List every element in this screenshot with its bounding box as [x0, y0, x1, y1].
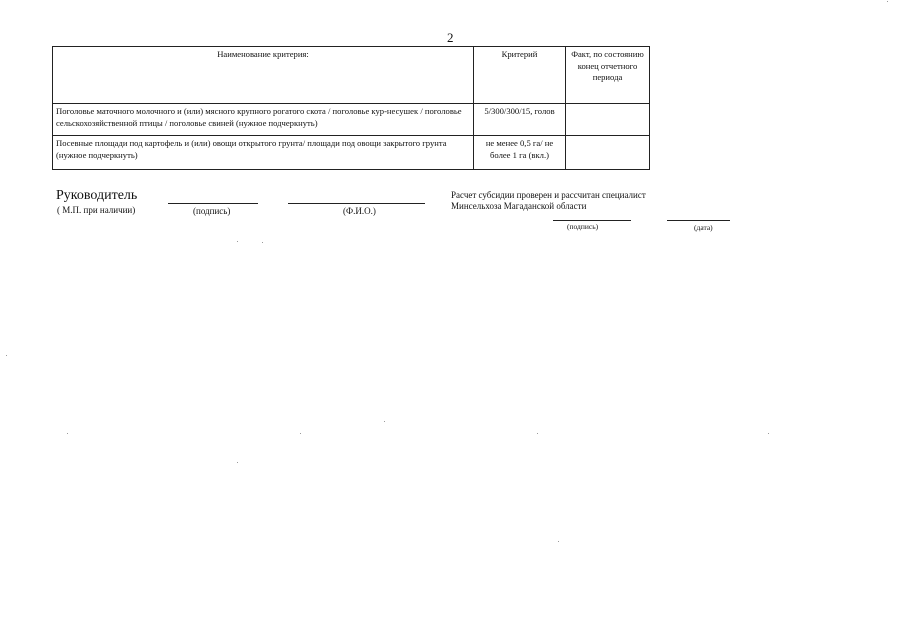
table-header-row: [53, 47, 650, 104]
table-row: [53, 104, 650, 136]
scan-speck: [537, 433, 538, 434]
row-name-cell: Посевные площади под картофель и (или) овощи открытого грунта/ площади под овощи закрытого грунта (нужное подчеркнуть): [53, 136, 474, 170]
header-criterion: Критерий: [474, 47, 566, 104]
scan-speck: [768, 433, 769, 434]
scan-speck: [384, 421, 385, 422]
signature-line: [168, 203, 258, 204]
scan-speck: [887, 1, 888, 2]
date-line: [667, 220, 730, 221]
header-fact: Факт, по состоянию конец отчетного периода: [566, 47, 650, 104]
scan-speck: [6, 355, 7, 356]
header-criterion-name: Наименование критерия:: [53, 47, 474, 104]
row-criterion-cell: 5/300/300/15, голов: [474, 104, 566, 136]
row-name-cell: Поголовье маточного молочного и (или) мясного крупного рогатого скота / поголовье кур-несушек / поголовье сельскохозяйственной птицы / поголовье свиней (нужное подчеркнуть): [53, 104, 474, 136]
row-fact-cell: [566, 136, 650, 170]
scan-speck: [262, 242, 263, 243]
scan-speck: [237, 241, 238, 242]
date-caption: (дата): [694, 223, 713, 232]
specialist-signature-caption: (подпись): [567, 222, 599, 231]
scan-speck: [300, 433, 301, 434]
scan-speck: [558, 541, 559, 542]
signature-caption: (подпись): [193, 206, 231, 216]
table-row: [53, 136, 650, 170]
director-title: Руководитель: [56, 188, 138, 203]
scan-speck: [237, 462, 238, 463]
page-number: 2: [447, 30, 454, 45]
name-line: [288, 203, 425, 204]
verification-text: Расчет субсидии проверен и рассчитан специалист Минсельхоза Магаданской области: [451, 190, 646, 211]
specialist-signature-line: [553, 220, 631, 221]
criteria-table: [52, 46, 650, 170]
row-criterion-cell: не менее 0,5 га/ не более 1 га (вкл.): [474, 136, 566, 170]
scan-speck: [67, 433, 68, 434]
row-fact-cell: [566, 104, 650, 136]
stamp-note: ( М.П. при наличии): [57, 205, 136, 215]
name-caption: (Ф.И.О.): [343, 206, 376, 216]
